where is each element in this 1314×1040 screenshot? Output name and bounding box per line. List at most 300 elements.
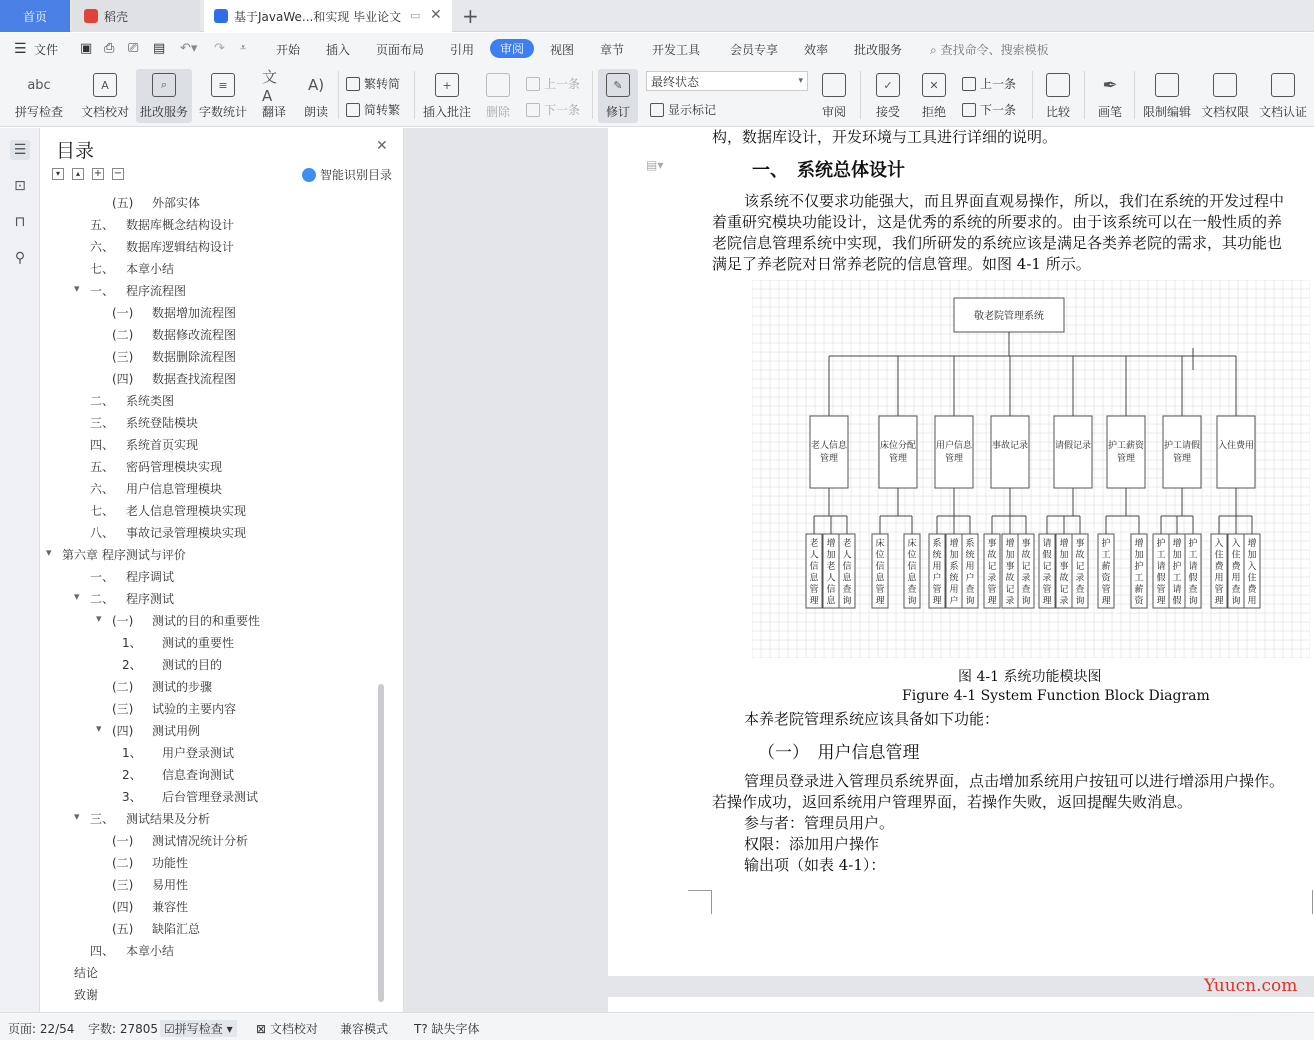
next-change-icon [962, 103, 976, 117]
outline-item-label: 兼容性 [152, 900, 189, 914]
outline-item[interactable] [112, 832, 248, 849]
outline-item[interactable] [112, 370, 236, 387]
smart-toc-button[interactable] [302, 166, 392, 183]
outline-item[interactable] [90, 458, 222, 475]
outline-item-number: (一) [112, 834, 134, 848]
outline-item-label: 系统类图 [126, 394, 175, 408]
outline-item-number: 五、 [90, 218, 115, 232]
missing-font-label: 缺失字体 [431, 1022, 480, 1036]
toggle-chevron-icon[interactable]: ▾ [74, 282, 80, 295]
module-label: 入住费用 [1217, 441, 1255, 451]
tab-bar [0, 0, 1314, 32]
undo-icon[interactable]: ↶▾ [180, 41, 198, 56]
outline-item-number: 2、 [122, 768, 142, 782]
outline-item[interactable] [74, 964, 98, 981]
translate-label: 翻译 [261, 105, 286, 119]
outline-item[interactable] [90, 480, 222, 497]
menu-correction[interactable]: 批改服务 [854, 43, 903, 57]
search-command-label: 查找命令、搜索模板 [940, 43, 1049, 57]
menu-devtools[interactable]: 开发工具 [652, 43, 701, 57]
subsection-heading: （一） 用户信息管理 [758, 743, 920, 763]
outline-item[interactable] [90, 436, 198, 453]
outline-item[interactable] [112, 876, 188, 893]
outline-item[interactable] [112, 854, 188, 871]
leaf-label: 请假记录管理 [1042, 539, 1052, 607]
review-pane-icon [822, 73, 846, 97]
outline-item-number: 八、 [90, 526, 115, 540]
more-dropdown-icon[interactable]: ⩡ [240, 41, 247, 54]
outline-item-number: 六、 [90, 482, 115, 496]
outline-item-label: 测试结果及分析 [126, 812, 211, 826]
module-box [1107, 416, 1145, 488]
outline-item-number: 一、 [90, 570, 115, 584]
outline-item-number: 七、 [90, 262, 115, 276]
outline-item-number: (二) [112, 856, 134, 870]
prev-change-button[interactable] [962, 75, 1016, 92]
word-count-icon: ≡ [211, 73, 235, 97]
ribbon-separator [338, 71, 339, 119]
next-comment-icon [526, 103, 540, 117]
writer-doc-icon [214, 9, 228, 23]
compat-mode: 兼容模式 [340, 1022, 389, 1036]
smart-toc-label: 智能识别目录 [320, 168, 393, 182]
leaf-label: 床位信息查询 [907, 539, 917, 607]
ribbon-separator [860, 71, 861, 119]
status-spell-label: 拼写检查 [174, 1022, 223, 1036]
outline-item-label: 本章小结 [126, 944, 175, 958]
outline-item-number: 3、 [122, 790, 142, 804]
tab-document[interactable] [204, 0, 452, 32]
track-changes-button[interactable] [598, 69, 638, 123]
simp-to-trad-button[interactable] [346, 101, 400, 118]
docer-logo-icon [84, 9, 98, 23]
next-change-label: 下一条 [980, 103, 1017, 117]
paragraph-line: 该系统不仅要求功能强大，而且界面直观易操作，所以，我们在系统的开发过程中 [744, 192, 1285, 210]
outline-item-number: (一) [112, 614, 134, 628]
outline-item-label: 数据库概念结构设计 [126, 218, 235, 232]
paragraph-fragment: 构，数据库设计，开发环境与工具进行详细的说明。 [712, 128, 1058, 146]
outline-item-label: 外部实体 [152, 196, 201, 210]
ribbon-separator [592, 71, 593, 119]
search-icon[interactable]: ⚲ [14, 250, 26, 266]
doc-proof-label: 文档校对 [80, 105, 129, 119]
outline-icon[interactable]: ☰ [10, 140, 30, 160]
translate-icon: 文A [262, 67, 278, 105]
leaf-label: 增加事故记录 [1059, 539, 1069, 607]
status-proof-label: 文档校对 [269, 1022, 318, 1036]
next-comment-label: 下一条 [544, 103, 581, 117]
outline-item-number: (四) [112, 724, 134, 738]
outline-item-number: 五、 [90, 460, 115, 474]
word-count-button[interactable] [196, 69, 250, 120]
outline-item-label: 数据库逻辑结构设计 [126, 240, 235, 254]
menu-view[interactable]: 视图 [550, 43, 575, 57]
trad-to-simp-label: 繁转简 [364, 77, 401, 91]
figure-caption-en: Figure 4-1 System Function Block Diagram [902, 688, 1210, 704]
outline-item-number: (一) [112, 306, 134, 320]
menu-member[interactable]: 会员专享 [730, 43, 779, 57]
paragraph-line: 若操作成功，返回系统用户管理界面，若操作失败，返回提醒失败消息。 [712, 793, 1193, 811]
leaf-label: 增加入住费用 [1247, 539, 1257, 607]
outline-item[interactable] [90, 238, 234, 255]
outline-item-label: 事故记录管理模块实现 [126, 526, 247, 540]
missing-font[interactable] [414, 1020, 480, 1037]
outline-item-label: 数据增加流程图 [152, 306, 237, 320]
leaf-label: 事故记录查询 [1075, 539, 1085, 607]
outline-item-label: 第六章 程序测试与评价 [62, 548, 186, 562]
outline-item-label: 密码管理模块实现 [126, 460, 223, 474]
module-box [991, 416, 1029, 488]
word-count-indicator[interactable]: 字数: 27805 [88, 1022, 159, 1036]
simp-to-trad-label: 简转繁 [364, 103, 401, 117]
leaf-label: 增加事故记录 [1005, 539, 1015, 607]
outline-item[interactable] [112, 898, 188, 915]
review-pane-button[interactable] [814, 69, 854, 120]
paragraph-line: 本养老院管理系统应该具备如下功能： [744, 710, 1000, 728]
redo-icon[interactable]: ↷ [214, 41, 225, 56]
track-changes-label: 修订 [605, 105, 630, 119]
leaf-label: 床位信息管理 [875, 539, 885, 607]
paragraph-line: 着重研究模块功能设计，这是优秀的系统的所要求的。由于该系统可以在一般性质的养 [712, 213, 1283, 231]
status-proof[interactable] [256, 1020, 318, 1037]
outline-item-number: 三、 [90, 812, 115, 826]
outline-item[interactable] [74, 282, 187, 299]
paragraph-handle-icon[interactable]: ▤▾ [646, 158, 664, 172]
module-label: 床位分配管理 [879, 441, 917, 464]
correction-icon: ⌕ [152, 73, 176, 97]
tab-docer-label: 稻壳 [104, 9, 129, 24]
abc-icon: abc [27, 77, 51, 93]
pen-button[interactable] [1090, 69, 1130, 120]
outline-item[interactable] [74, 590, 175, 607]
status-bar [0, 1012, 1314, 1040]
outline-item-label: 后台管理登录测试 [162, 790, 259, 804]
outline-item-label: 致谢 [74, 988, 99, 1002]
outline-item[interactable] [112, 678, 212, 695]
outline-item[interactable] [90, 414, 198, 431]
status-spell-check[interactable]: ☑拼写检查 ▾ [160, 1020, 237, 1037]
outline-item[interactable] [112, 326, 236, 343]
correction-service-button[interactable] [136, 69, 192, 123]
leaf-label: 增加老人信息 [826, 539, 836, 607]
tab-home[interactable] [0, 0, 70, 32]
outline-item-label: 试验的主要内容 [152, 702, 237, 716]
tab-docer[interactable] [72, 0, 200, 32]
doc-rights-button[interactable] [1198, 69, 1252, 120]
outline-item-number: 三、 [90, 416, 115, 430]
float-window-icon[interactable]: ▭ [410, 9, 421, 22]
outline-item-number: (二) [112, 328, 134, 342]
comment-plus-icon: + [435, 73, 459, 97]
outline-item-label: 用户登录测试 [162, 746, 235, 760]
spell-check-label: 拼写检查 [14, 105, 63, 119]
export-icon[interactable]: ⎙ [104, 41, 115, 56]
outline-item[interactable] [96, 722, 201, 739]
toggle-chevron-icon[interactable]: ▾ [96, 612, 102, 625]
doc-rights-label: 文档权限 [1200, 105, 1249, 119]
outline-item-label: 测试的目的和重要性 [152, 614, 261, 628]
ribbon-review [0, 65, 1314, 127]
search-command[interactable] [930, 41, 1049, 58]
leaf-label: 入住费用管理 [1214, 539, 1224, 607]
lock-icon [1155, 73, 1179, 97]
ribbon-separator [1134, 71, 1135, 119]
outline-item[interactable] [90, 502, 246, 519]
collapse-all-icon[interactable]: ▴ [72, 168, 84, 180]
outline-scrollbar[interactable] [378, 684, 384, 1002]
function-block-diagram [752, 280, 1310, 658]
doc-rights-icon [1213, 73, 1237, 97]
print-icon[interactable]: ⎚ [128, 41, 139, 56]
menu-reference[interactable]: 引用 [450, 43, 475, 57]
translate-button[interactable] [254, 69, 294, 120]
close-tab-icon[interactable]: ✕ [430, 7, 442, 23]
paragraph-line: 管理员登录进入管理员系统界面，点击增加系统用户按钮可以进行增添用户操作。 [744, 772, 1285, 790]
accept-label: 接受 [875, 105, 900, 119]
pen-label: 画笔 [1097, 105, 1122, 119]
outline-item-label: 老人信息管理模块实现 [126, 504, 247, 518]
outline-item-label: 程序测试 [126, 592, 175, 606]
toggle-chevron-icon[interactable]: ▾ [46, 546, 52, 559]
outline-item-number: 四、 [90, 438, 115, 452]
navigation-strip [0, 128, 40, 1012]
outline-item-label: 程序调试 [126, 570, 175, 584]
preview-icon[interactable]: ▤ [153, 41, 166, 56]
smart-toc-icon [302, 168, 316, 182]
expand-all-icon[interactable]: ▾ [52, 168, 64, 180]
correction-label: 批改服务 [139, 105, 188, 119]
outline-item-number: (五) [112, 922, 134, 936]
leaf-label: 系统用户管理 [932, 539, 942, 607]
delete-comment-label: 删除 [485, 105, 510, 119]
outline-item-number: 一、 [90, 284, 115, 298]
outline-item[interactable] [90, 568, 174, 585]
ribbon-separator [414, 71, 415, 119]
leaf-label: 增加护工请假 [1172, 539, 1182, 607]
ribbon-separator [1032, 71, 1033, 119]
compare-icon [1046, 73, 1070, 97]
menu-file[interactable]: 文件 [34, 43, 59, 57]
delete-comment-button[interactable] [478, 69, 518, 120]
leaf-label: 老人信息查询 [842, 539, 852, 607]
toggle-chevron-icon[interactable]: ▾ [74, 810, 80, 823]
trad-simp-icon [346, 77, 360, 91]
outline-item-label: 结论 [74, 966, 99, 980]
leaf-label: 增加护工薪资 [1134, 539, 1144, 607]
outline-item[interactable] [90, 260, 174, 277]
save-icon[interactable]: ▣ [80, 41, 93, 56]
toggle-chevron-icon[interactable]: ▾ [74, 590, 80, 603]
leaf-label: 事故记录管理 [987, 539, 997, 607]
leaf-label: 护工薪资管理 [1101, 539, 1111, 607]
outline-item[interactable] [90, 942, 174, 959]
show-marks-icon [650, 103, 664, 117]
outline-item-number: 1、 [122, 636, 142, 650]
outline-item[interactable] [112, 194, 200, 211]
outline-item-number: 四、 [90, 944, 115, 958]
page-indicator[interactable]: 页面: 22/54 [8, 1022, 75, 1036]
doc-verify-button[interactable] [1256, 69, 1310, 120]
outline-item-number: 七、 [90, 504, 115, 518]
proof-icon: ⊠ [256, 1022, 267, 1036]
next-page [608, 997, 1314, 1012]
outline-item-label: 数据修改流程图 [152, 328, 237, 342]
module-box [1217, 416, 1255, 488]
search-icon: ⌕ [930, 43, 937, 57]
prev-change-label: 上一条 [980, 77, 1017, 91]
outline-item-number: 六、 [90, 240, 115, 254]
restrict-edit-button[interactable] [1140, 69, 1194, 120]
chevron-down-icon: ▾ [798, 76, 803, 86]
outline-item[interactable] [96, 612, 261, 629]
leaf-label: 老人信息管理 [809, 539, 819, 607]
root-label: 敬老院管理系统 [974, 311, 1044, 322]
font-icon: T? [414, 1022, 428, 1036]
outline-item[interactable] [112, 700, 236, 717]
outline-item[interactable] [122, 634, 234, 651]
paragraph-line: 满足了养老院对日常养老院的信息管理。如图 4-1 所示。 [712, 255, 1091, 273]
outline-item-number: (三) [112, 878, 134, 892]
chapter-icon[interactable]: ⊡ [14, 178, 26, 194]
outline-item[interactable] [74, 810, 211, 827]
outline-item[interactable] [74, 986, 98, 1003]
reject-icon: ✕ [922, 73, 946, 97]
page-corner-mark [688, 890, 712, 914]
module-label: 老人信息管理 [810, 441, 848, 464]
accept-button[interactable] [868, 69, 908, 120]
module-label: 请假记录 [1054, 441, 1092, 451]
simp-trad-icon [346, 103, 360, 117]
outline-item[interactable] [90, 392, 174, 409]
show-marks-label: 显示标记 [668, 103, 717, 117]
outline-item-label: 缺陷汇总 [152, 922, 201, 936]
menu-layout[interactable]: 页面布局 [376, 43, 425, 57]
word-count-label: 字数统计 [198, 105, 247, 119]
outline-item-label: 数据查找流程图 [152, 372, 237, 386]
read-aloud-button[interactable] [298, 69, 334, 120]
module-box [879, 416, 917, 488]
menu-start[interactable]: 开始 [276, 43, 301, 57]
outline-item[interactable] [46, 546, 186, 563]
review-pane-label: 审阅 [821, 105, 846, 119]
next-change-button[interactable] [962, 101, 1016, 118]
module-label: 用户信息管理 [935, 441, 973, 464]
spell-check-button[interactable] [10, 69, 68, 120]
delete-comment-icon [486, 73, 510, 97]
read-aloud-icon: A) [307, 76, 325, 94]
module-box [810, 416, 848, 488]
menu-bar [0, 33, 1314, 65]
outline-item[interactable] [112, 304, 236, 321]
outline-item[interactable] [112, 920, 200, 937]
outline-item-label: 易用性 [152, 878, 189, 892]
outline-item-label: 数据删除流程图 [152, 350, 237, 364]
outline-item[interactable] [122, 788, 258, 805]
outline-item-number: 二、 [90, 592, 115, 606]
module-box [1054, 416, 1092, 488]
doc-proof-button[interactable] [78, 69, 132, 120]
document-page[interactable] [608, 128, 1314, 976]
prev-comment-icon [526, 77, 540, 91]
prev-comment-button[interactable] [526, 75, 580, 92]
insert-comment-button[interactable] [420, 69, 474, 120]
accept-icon: ✓ [876, 73, 900, 97]
show-marks-button[interactable] [650, 101, 716, 118]
compare-button[interactable] [1038, 69, 1078, 120]
outline-panel [40, 128, 404, 1012]
outline-item-label: 测试的目的 [162, 658, 223, 672]
reject-label: 拒绝 [921, 105, 946, 119]
new-tab-icon[interactable]: + [462, 4, 479, 28]
module-label: 事故记录 [991, 441, 1029, 451]
trad-to-simp-button[interactable] [346, 75, 400, 92]
outline-item-label: 测试用例 [152, 724, 201, 738]
leaf-label: 增加系统用户 [949, 539, 959, 607]
outline-item-number: 1、 [122, 746, 142, 760]
leaf-label: 护工请假查询 [1188, 539, 1198, 607]
reject-button[interactable] [914, 69, 954, 120]
next-comment-button[interactable] [526, 101, 580, 118]
outline-item-label: 系统登陆模块 [126, 416, 199, 430]
outline-item-number: (四) [112, 372, 134, 386]
menu-efficiency[interactable]: 效率 [804, 43, 829, 57]
prev-comment-label: 上一条 [544, 77, 581, 91]
pen-icon: ✒ [1102, 74, 1118, 96]
prev-change-icon [962, 77, 976, 91]
menu-chapter[interactable]: 章节 [600, 43, 625, 57]
outline-item-label: 功能性 [152, 856, 189, 870]
outline-item-number: (五) [112, 196, 134, 210]
hamburger-icon[interactable]: ☰ [14, 41, 27, 57]
watermark-yuucn: Yuucn.com [1204, 976, 1298, 996]
outline-item[interactable] [122, 766, 234, 783]
display-status-value: 最终状态 [651, 74, 700, 89]
doc-verify-icon [1271, 73, 1295, 97]
close-panel-icon[interactable]: ✕ [376, 138, 388, 154]
tab-home-label: 首页 [22, 9, 47, 24]
leaf-label: 入住费用查询 [1231, 539, 1241, 607]
display-status-select[interactable] [646, 71, 808, 91]
remove-level-icon[interactable]: − [113, 168, 123, 179]
read-aloud-label: 朗读 [303, 105, 328, 119]
outline-item-label: 系统首页实现 [126, 438, 199, 452]
outline-title: 目录 [56, 140, 95, 162]
menu-insert[interactable]: 插入 [326, 43, 351, 57]
outline-item[interactable] [122, 656, 222, 673]
outline-item-label: 测试情况统计分析 [152, 834, 249, 848]
paragraph-line: 参与者：管理员用户。 [744, 814, 895, 832]
outline-item-number: 2、 [122, 658, 142, 672]
toggle-chevron-icon[interactable]: ▾ [96, 722, 102, 735]
outline-item[interactable] [90, 524, 246, 541]
outline-item-label: 信息查询测试 [162, 768, 235, 782]
outline-item-number: 二、 [90, 394, 115, 408]
outline-item[interactable] [112, 348, 236, 365]
outline-item-number: (三) [112, 350, 134, 364]
outline-item-label: 测试的步骤 [152, 680, 213, 694]
bookmark-icon[interactable]: ⊓ [14, 214, 26, 230]
add-level-icon[interactable]: + [93, 168, 103, 179]
paragraph-line: 输出项（如表 4-1）： [744, 856, 886, 874]
outline-item-number: (二) [112, 680, 134, 694]
outline-item-label: 本章小结 [126, 262, 175, 276]
menu-review[interactable]: 审阅 [490, 39, 534, 58]
ribbon-separator [1084, 71, 1085, 119]
outline-item[interactable] [90, 216, 234, 233]
module-label: 护工请假管理 [1163, 441, 1201, 464]
outline-item[interactable] [122, 744, 234, 761]
track-changes-icon: ✎ [606, 73, 630, 97]
